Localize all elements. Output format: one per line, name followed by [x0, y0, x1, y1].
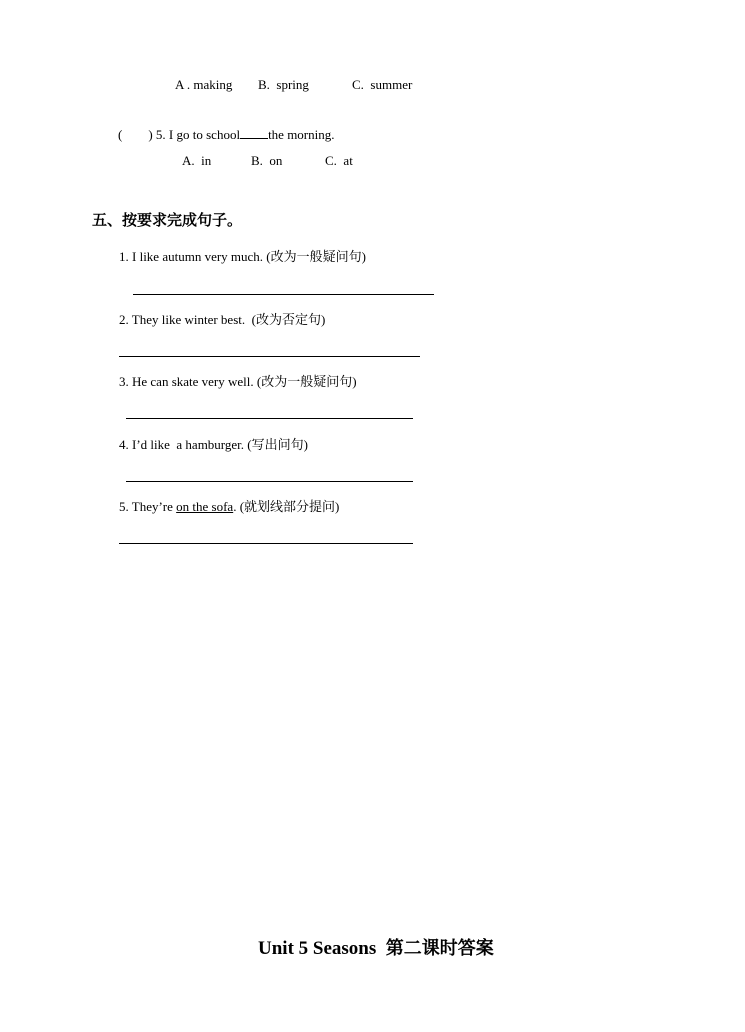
answer-line-1[interactable]: [133, 294, 434, 295]
rewrite-item-5-underlined-phrase: on the sofa: [176, 499, 234, 514]
rewrite-item-1: 1. I like autumn very much. (改为一般疑问句): [119, 249, 366, 264]
q4-option-b: B. spring: [258, 77, 309, 92]
answer-key-title-cn: 第二课时答案: [385, 938, 494, 959]
answer-line-5[interactable]: [119, 543, 413, 544]
q5-blank: [240, 126, 268, 139]
q5-text-before-blank: 5. I go to school: [155, 127, 241, 142]
answer-key-title-en: Unit 5 Seasons: [258, 938, 377, 959]
q4-option-a: A . making: [175, 77, 233, 92]
q5-option-a: A. in: [182, 153, 212, 168]
q5-option-b: B. on: [251, 153, 283, 168]
rewrite-item-5-prefix: 5. They’re: [119, 499, 177, 514]
answer-line-4[interactable]: [126, 481, 413, 482]
rewrite-item-2: 2. They like winter best. (改为否定句): [119, 312, 326, 327]
q4-option-c: C. summer: [352, 77, 413, 92]
rewrite-item-5: [119, 499, 339, 515]
q5-text-after-blank: the morning.: [268, 127, 335, 142]
section-heading: 五、按要求完成句子。: [92, 211, 243, 229]
rewrite-item-4: 4. I’d like a hamburger. (写出问句): [119, 437, 308, 452]
q5-stem: [118, 126, 335, 143]
rewrite-item-5-suffix: . (就划线部分提问): [233, 499, 340, 514]
q5-answer-paren: ( ): [118, 127, 153, 142]
answer-line-3[interactable]: [126, 418, 413, 419]
q5-option-c: C. at: [325, 153, 353, 168]
answer-key-title: [258, 938, 494, 960]
rewrite-item-3: 3. He can skate very well. (改为一般疑问句): [119, 374, 357, 389]
answer-line-2[interactable]: [119, 356, 420, 357]
